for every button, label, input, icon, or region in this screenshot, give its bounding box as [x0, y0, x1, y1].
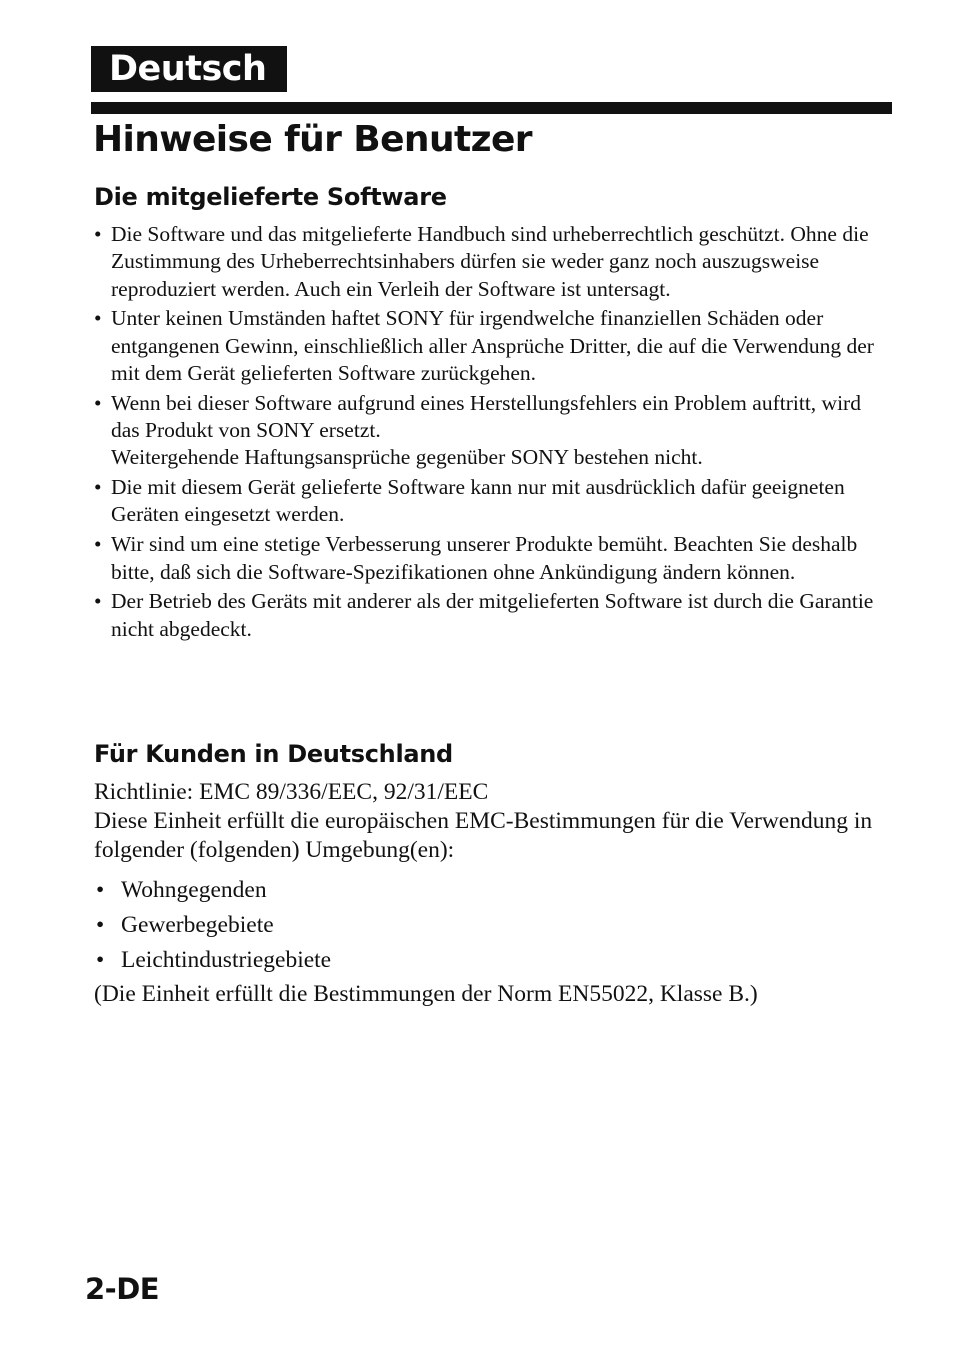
list-item: [94, 474, 894, 529]
software-heading: Die mitgelieferte Software: [94, 183, 447, 211]
list-item-text: Unter keinen Umständen haftet SONY für irgendwelche finanziellen Schäden oder entgangenen Gewinn, einschließlich aller Ansprüche Dritter, die auf die Verwendung der mit dem Gerät gelieferten Software zurückgehen.: [111, 306, 874, 385]
list-item-text: Die mit diesem Gerät gelieferte Software kann nur mit ausdrücklich dafür geeigneten Geräten eingesetzt werden.: [111, 475, 845, 527]
directive-line: Richtlinie: EMC 89/336/EEC, 92/31/EEC: [94, 779, 489, 805]
emc-intro-text: Diese Einheit erfüllt die europäischen EMC-Bestimmungen für die Verwendung in folgender (folgenden) Umgebung(en):: [94, 808, 873, 863]
environment-list: [94, 873, 331, 978]
list-item: [94, 943, 331, 978]
software-notes-list: [94, 221, 894, 645]
bullet-icon: •: [94, 306, 102, 331]
list-item-continuation: Weitergehende Haftungsansprüche gegenüber SONY bestehen nicht.: [111, 445, 703, 470]
list-item-text: Wir sind um eine stetige Verbesserung unserer Produkte bemüht. Beachten Sie deshalb bitte, daß sich die Software-Spezifikationen ohne Ankündigung ändern können.: [111, 532, 858, 584]
bullet-icon: •: [94, 222, 102, 246]
header-rule: [91, 102, 892, 114]
bullet-icon: •: [94, 390, 102, 415]
bullet-icon: •: [94, 475, 102, 500]
language-tab: Deutsch: [91, 46, 287, 92]
list-item: [94, 305, 894, 387]
list-item-text: Gewerbegebiete: [121, 912, 274, 938]
bullet-icon: •: [96, 912, 105, 938]
list-item: [94, 908, 331, 943]
list-item: [94, 221, 894, 303]
standard-note: (Die Einheit erfüllt die Bestimmungen der Norm EN55022, Klasse B.): [94, 981, 758, 1007]
list-item: [94, 390, 894, 472]
customers-germany-heading: Für Kunden in Deutschland: [94, 740, 453, 768]
list-item-text: Wohngegenden: [121, 877, 267, 903]
list-item-text: Leichtindustriegebiete: [121, 947, 332, 973]
list-item-text: Der Betrieb des Geräts mit anderer als der mitgelieferten Software ist durch die Garantie nicht abgedeckt.: [111, 589, 874, 641]
bullet-icon: •: [96, 877, 105, 903]
list-item: [94, 588, 894, 643]
emc-statement: [94, 778, 894, 865]
page-title: Hinweise für Benutzer: [93, 119, 532, 160]
page-number: 2-DE: [85, 1272, 160, 1306]
bullet-icon: •: [94, 589, 102, 614]
list-item: [94, 531, 894, 586]
bullet-icon: •: [94, 532, 102, 557]
list-item-text: Wenn bei dieser Software aufgrund eines Herstellungsfehlers ein Problem auftritt, wird das Produkt von SONY ersetzt.: [111, 390, 861, 443]
bullet-icon: •: [96, 947, 105, 973]
list-item: [94, 873, 331, 908]
list-item-text: Die Software und das mitgelieferte Handbuch sind urheberrechtlich geschützt. Ohne die Zustimmung des Urheberrechtsinhabers dürfen sie weder ganz noch auszugsweise reproduziert werden. Auch ein Verleih der Software ist untersagt.: [111, 222, 869, 301]
